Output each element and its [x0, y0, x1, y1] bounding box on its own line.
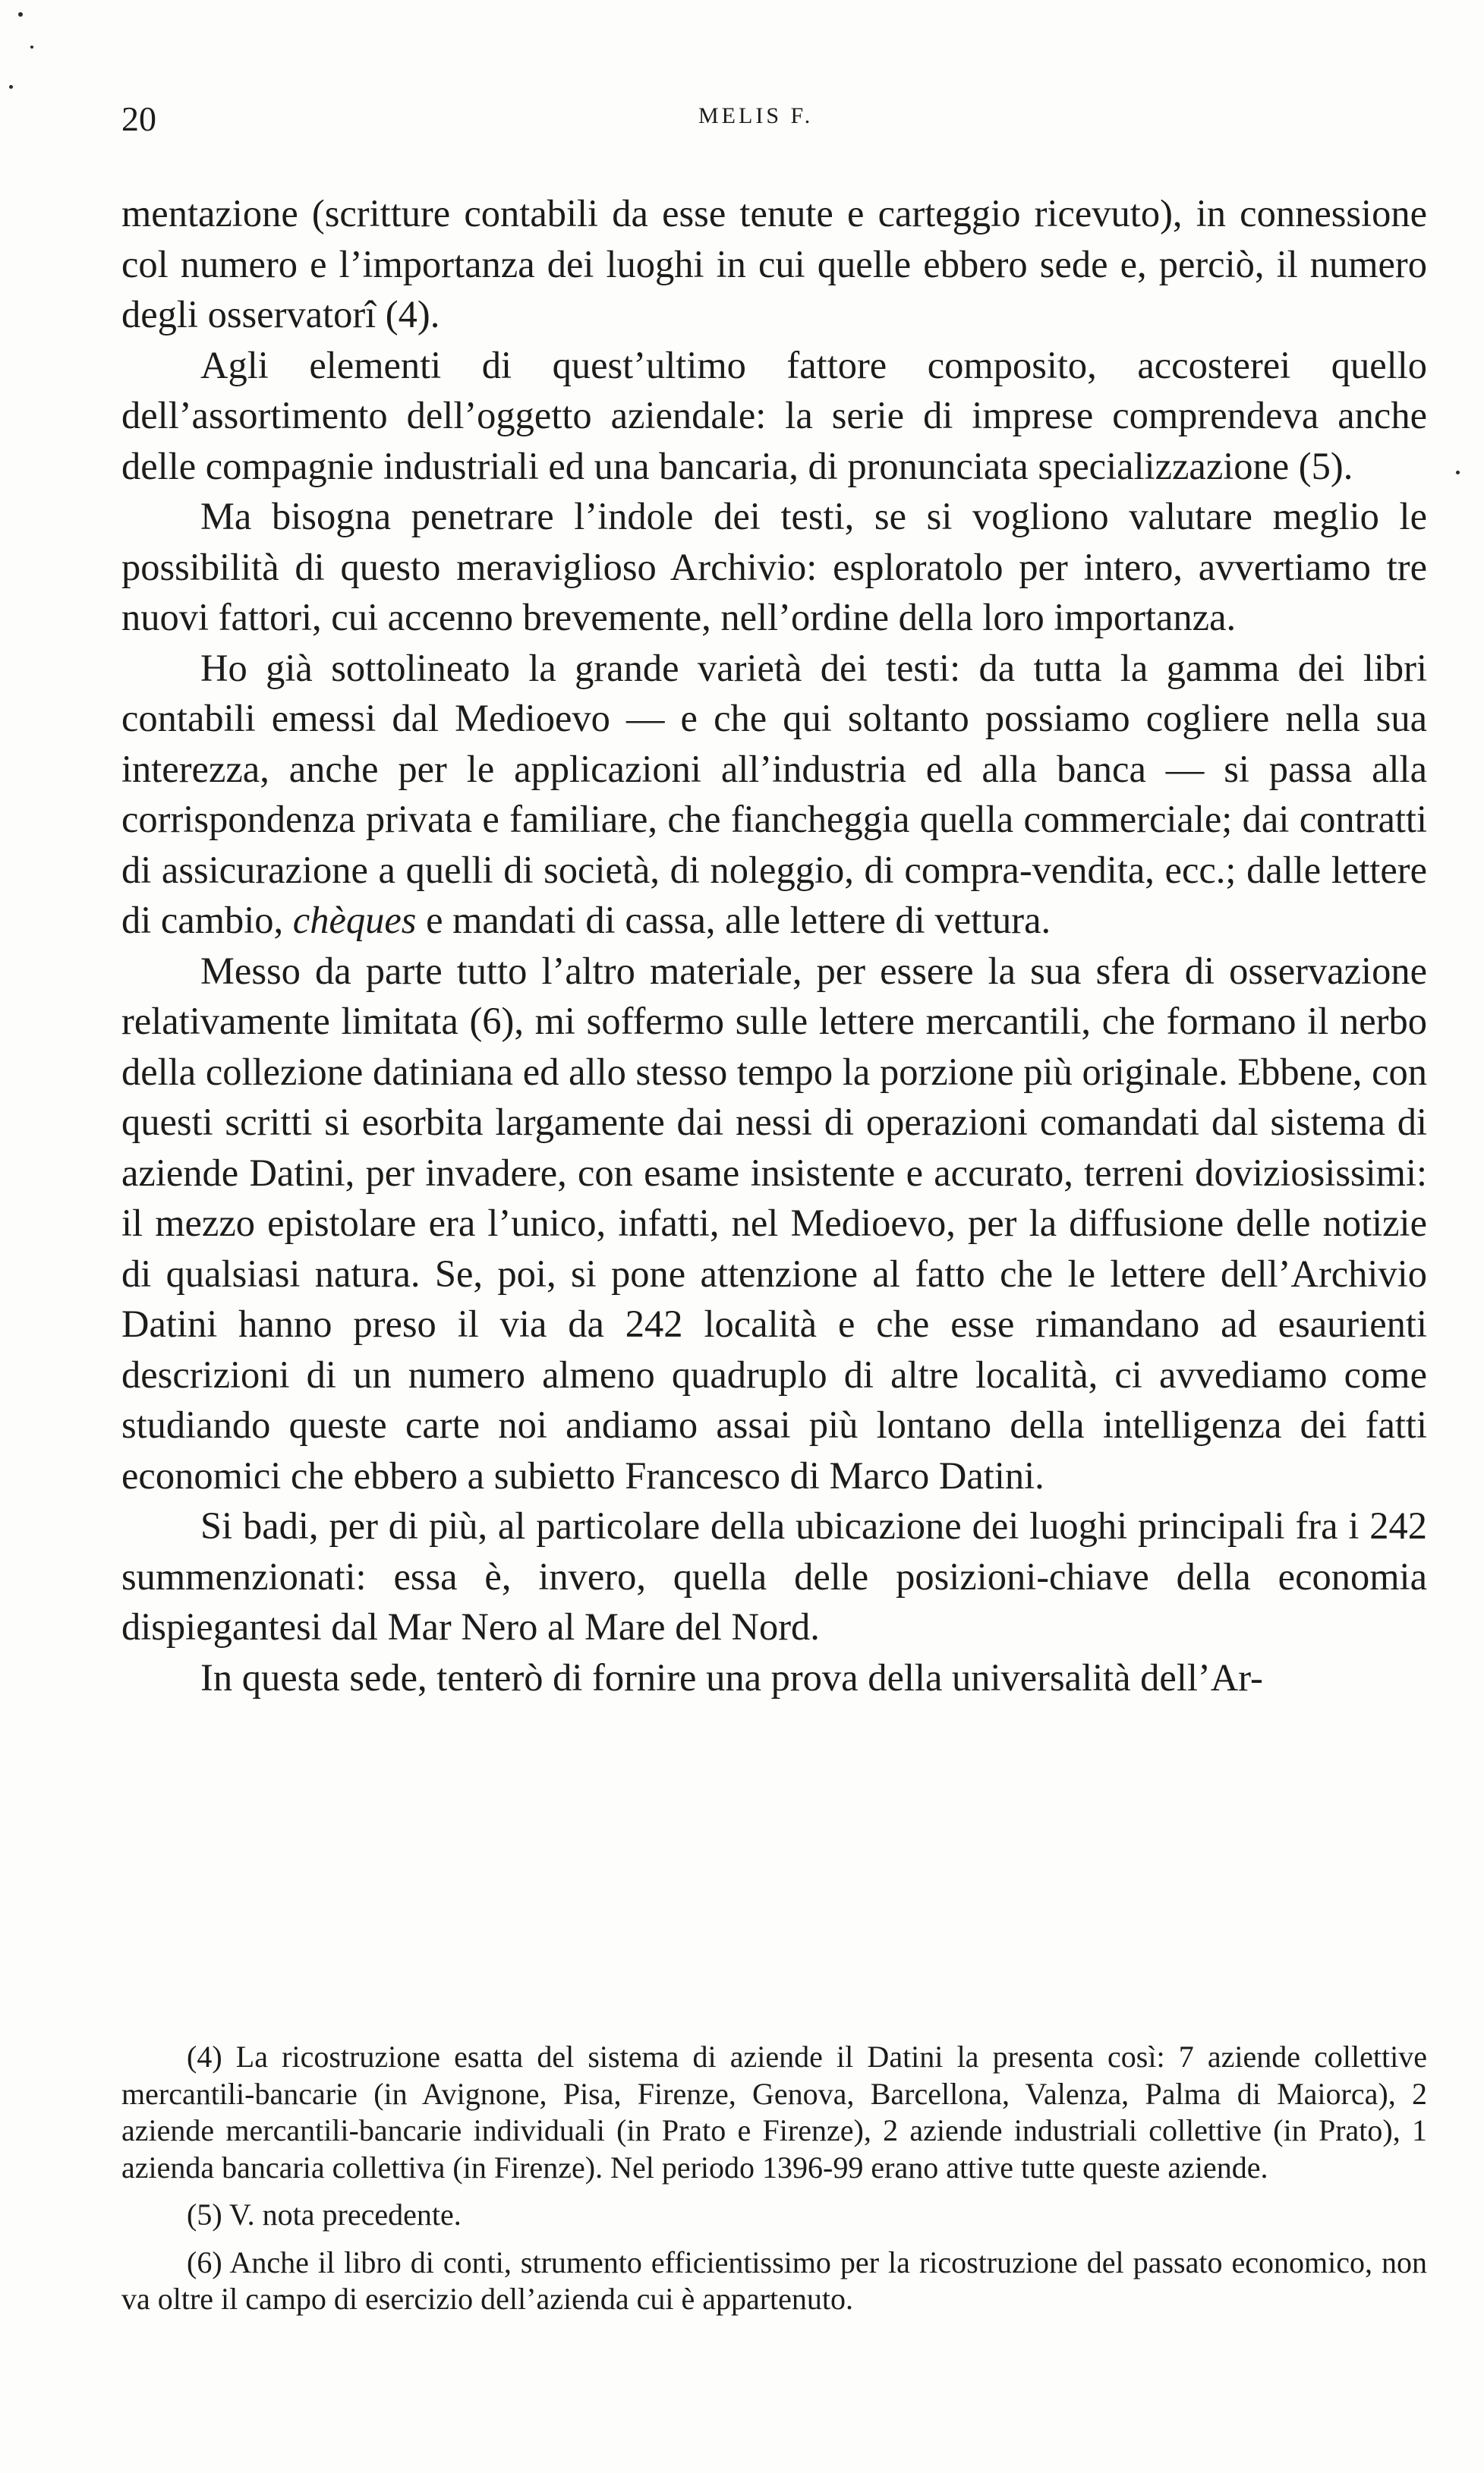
body-text — [121, 188, 1427, 1703]
footnote-6: (6) Anche il libro di conti, strumento efficientissimo per la ricostruzione del passato economico, non va oltre il campo di esercizio dell’azienda cui è appartenuto. — [121, 2245, 1427, 2316]
paragraph-text: Ho già sottolineato la grande varietà dei testi: da tutta la gamma dei libri contabili emessi dal Medioevo — e che qui soltanto possiamo cogliere nella sua interezza, anche per le applicazioni all’industria ed alla banca — si passa alla corrispondenza privata e familiare, che fiancheggia quella commerciale; dai contratti di assicurazione a quelli di società, di noleggio, di compra-vendita, ecc.; dalle lettere di cambio, — [121, 646, 1427, 941]
running-head: MELIS F. — [698, 103, 814, 128]
paragraph: mentazione (scritture contabili da esse tenute e carteggio ricevuto), in connessione col numero e l’importanza dei luoghi in cui quelle ebbero sede e, perciò, il numero degli osservatorî (4). — [121, 192, 1427, 336]
paragraph: Messo da parte tutto l’altro materiale, per essere la sua sfera di osservazione relativamente limitata (6), mi soffermo sulle lettere mercantili, che formano il nerbo della collezione datiniana ed allo stesso tempo la porzione più originale. Ebbene, con questi scritti si esorbita largamente dai nessi di operazioni comandati dal sistema di aziende Datini, per invadere, con esame insistente e accurato, terreni doviziosissimi: il mezzo epistolare era l’unico, infatti, nel Medioevo, per la diffusione delle notizie di qualsiasi natura. Se, poi, si pone attenzione al fatto che le lettere dell’Archivio Datini hanno preso il via da 242 località e che esse rimandano ad esaurienti descrizioni di un numero almeno quadruplo di altre località, ci avvediamo come studiando queste carte noi andiamo assai più lontano della intelligenza dei fatti economici che ebbero a subietto Francesco di Marco Datini. — [121, 949, 1427, 1497]
scan-speck — [30, 46, 33, 49]
scan-speck — [9, 85, 13, 89]
paragraph-text: e mandati di cassa, alle lettere di vettura. — [426, 899, 1051, 941]
paragraph: Agli elementi di quest’ultimo fattore composito, accosterei quello dell’assortimento dell’oggetto aziendale: la serie di imprese comprendeva anche delle compagnie industriali ed una bancaria, di pronunciata specializzazione (5). — [121, 343, 1427, 487]
paragraph: In questa sede, tenterò di fornire una prova della universalità dell’Ar- — [200, 1655, 1263, 1699]
paragraph — [121, 643, 1427, 946]
page-number: 20 — [121, 99, 156, 138]
footnote-5: (5) V. nota precedente. — [187, 2197, 462, 2232]
scan-speck — [1456, 471, 1460, 474]
page-header — [121, 99, 1412, 144]
footnotes — [121, 2039, 1427, 2329]
paragraph: Si badi, per di più, al particolare della ubicazione dei luoghi principali fra i 242 summenzionati: essa è, invero, quella delle posizioni-chiave della economia dispiegantesi dal Mar Nero al Mare del Nord. — [121, 1504, 1427, 1648]
italic-term: chèques — [292, 899, 417, 941]
scan-speck — [18, 12, 23, 17]
footnote-4: (4) La ricostruzione esatta del sistema di aziende il Datini la presenta così: 7 aziende collettive mercantili-bancarie (in Avignone, Pisa, Firenze, Genova, Barcellona, Valenza, Palma di Maiorca), 2 aziende mercantili-bancarie individuali (in Prato e Firenze), 2 aziende industriali collettive (in Prato), 1 azienda bancaria collettiva (in Firenze). Nel periodo 1396-99 erano attive tutte queste aziende. — [121, 2040, 1427, 2185]
paragraph: Ma bisogna penetrare l’indole dei testi, se si vogliono valutare meglio le possibilità di questo meraviglioso Archivio: esploratolo per intero, avvertiamo tre nuovi fattori, cui accenno brevemente, nell’ordine della loro importanza. — [121, 495, 1427, 638]
